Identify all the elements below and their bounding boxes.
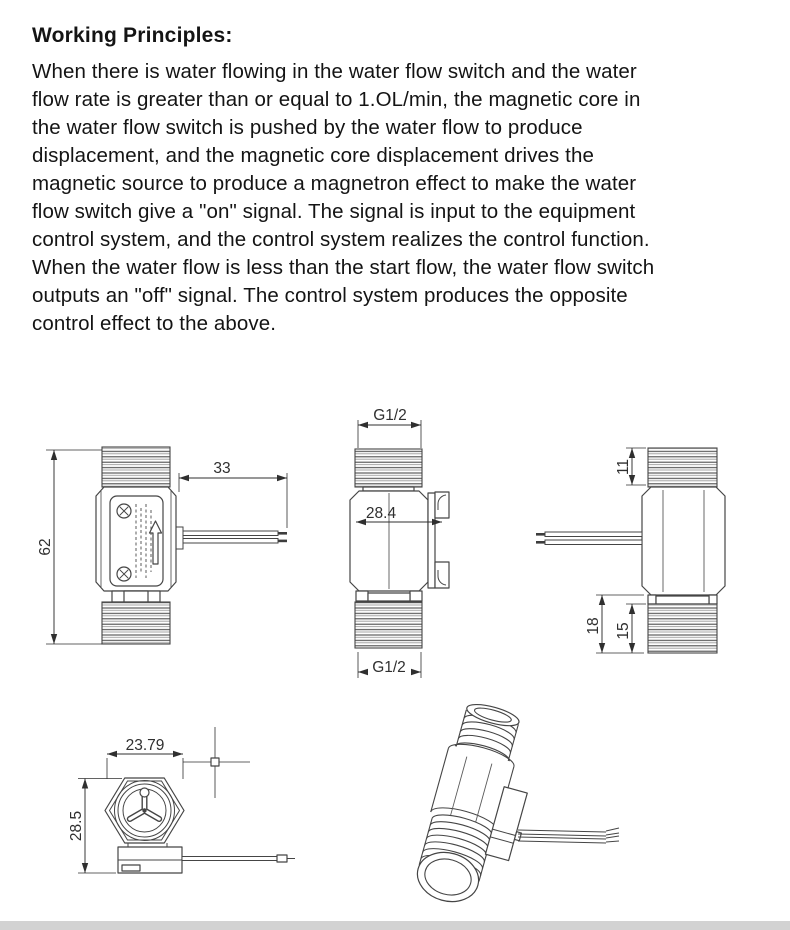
- isometric-view: [409, 698, 619, 916]
- rear-view-top-thread-dimension: [615, 448, 646, 485]
- end-view-width-dimension: [107, 737, 183, 779]
- rear-view: [536, 448, 725, 653]
- phillips-screw-icon: [117, 567, 131, 581]
- footer-divider-bar: [0, 921, 790, 930]
- front-view-bottom-collar: [112, 591, 160, 602]
- paragraph-line: control system, and the control system realizes the control function.: [32, 228, 650, 251]
- side-view-bottom-collar: [356, 591, 422, 601]
- front-wire-dim-label: 33: [213, 460, 231, 477]
- side-view-sensor-bracket: [428, 492, 449, 588]
- front-view-height-dimension: [37, 450, 102, 644]
- working-principles-section: [32, 24, 772, 338]
- centerline-crosshair: [183, 727, 250, 798]
- paragraph-line: outputs an "off" signal. The control system produces the opposite: [32, 284, 628, 307]
- paragraph-line: flow rate is greater than or equal to 1.OL/min, the magnetic core in: [32, 88, 641, 111]
- paragraph-line: When the water flow is less than the start flow, the water flow switch: [32, 256, 655, 279]
- isometric-wires: [518, 828, 619, 843]
- side-bottom-thread-dim-label: G1/2: [372, 659, 406, 676]
- front-view-bottom-thread: [102, 602, 170, 644]
- paragraph-line: displacement, and the magnetic core displacement drives the: [32, 144, 594, 167]
- front-view: [37, 447, 287, 644]
- end-height-dim-label: 28.5: [68, 810, 85, 842]
- end-view: [68, 727, 295, 873]
- side-view-top-thread: [355, 449, 422, 491]
- rear-view-bottom-thread-dimension: [615, 604, 646, 653]
- end-width-dim-label: 23.79: [125, 737, 165, 754]
- phillips-screw-icon: [117, 504, 131, 518]
- side-view: [350, 407, 449, 678]
- side-view-bottom-thread-dimension: [358, 652, 421, 678]
- side-view-top-thread-dimension: [358, 407, 421, 448]
- front-view-wire-dimension: [179, 460, 287, 528]
- paragraph-line: flow switch give a "on" signal. The signal is input to the equipment: [32, 200, 636, 223]
- rear-view-top-thread: [648, 448, 717, 487]
- working-principles-paragraph: [32, 58, 772, 338]
- paragraph-line: control effect to the above.: [32, 312, 277, 335]
- technical-drawing-figure: [0, 380, 790, 930]
- front-view-top-thread: [102, 447, 170, 487]
- rear-view-wires: [536, 532, 642, 545]
- front-view-wires: [176, 527, 287, 549]
- rear-view-bottom-collar: [648, 595, 717, 604]
- side-view-bottom-thread: [355, 602, 422, 648]
- paragraph-line: When there is water flowing in the water flow switch and the water: [32, 60, 637, 83]
- rear-neck-dim-label: 18: [585, 617, 602, 635]
- rear-view-body: [642, 487, 725, 595]
- end-view-sensor-box: [118, 843, 182, 873]
- front-height-dim-label: 62: [37, 538, 54, 556]
- end-view-hex-nut: [105, 778, 184, 843]
- paragraph-line: the water flow switch is pushed by the water flow to produce: [32, 116, 583, 139]
- end-view-wire: [182, 855, 295, 862]
- side-top-thread-dim-label: G1/2: [373, 407, 407, 424]
- side-width-dim-label: 28.4: [365, 505, 397, 522]
- rear-bottom-thread-dim-label: 15: [615, 622, 632, 640]
- product-label-plate: [110, 496, 163, 586]
- rear-top-thread-dim-label: 11: [615, 458, 632, 476]
- section-heading: Working Principles:: [32, 24, 233, 47]
- rear-view-bottom-thread: [648, 604, 717, 653]
- paragraph-line: magnetic source to produce a magnetron effect to make the water: [32, 172, 637, 195]
